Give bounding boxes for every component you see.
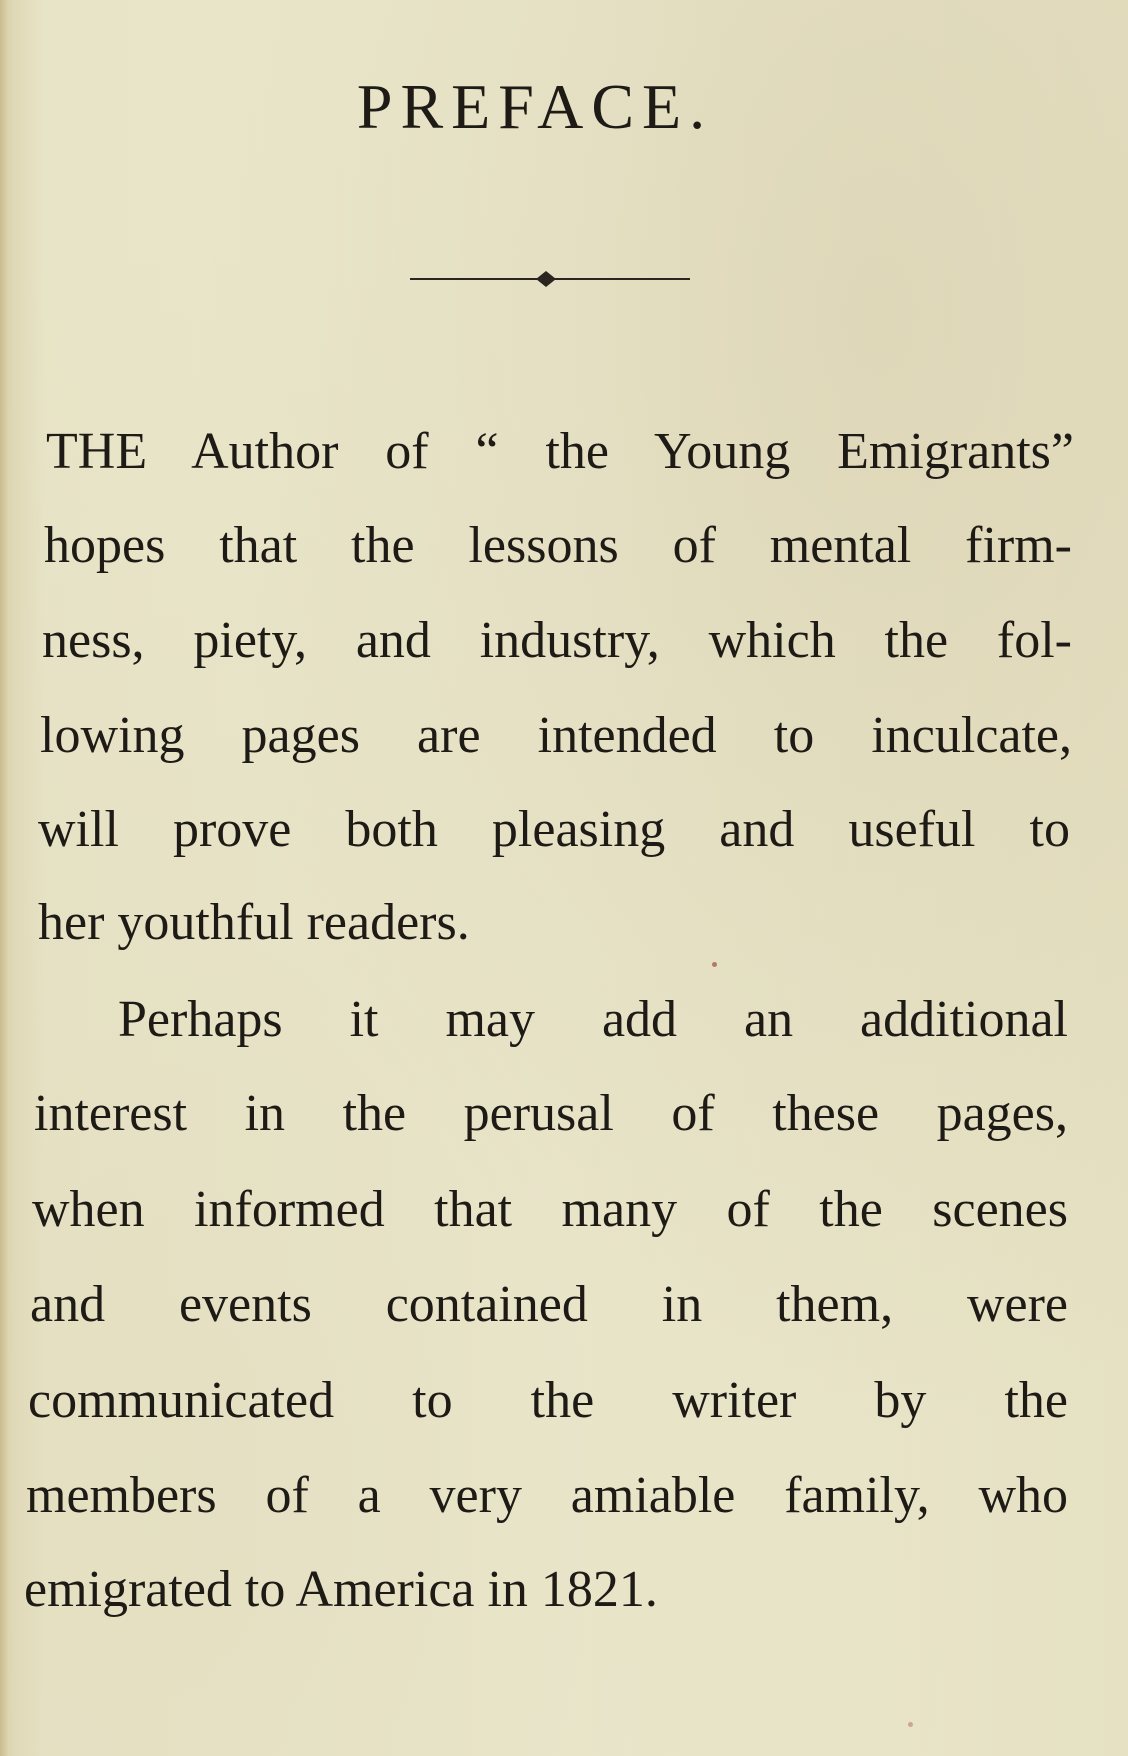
paragraph-2-line-5: communicated to the writer by the xyxy=(28,1372,1068,1429)
opening-rest: Author of “ the Young Emigrants” xyxy=(191,423,1074,480)
paragraph-2-line-7: emigrated to America in 1821. xyxy=(24,1561,658,1618)
paragraph-1-line-3: ness, piety, and industry, which the fol- xyxy=(42,612,1072,669)
divider-ornament xyxy=(410,266,690,292)
paragraph-1-line-2: hopes that the lessons of mental firm- xyxy=(44,517,1072,574)
paragraph-1-line-6: her youthful readers. xyxy=(38,894,470,951)
paragraph-2-line-1: Perhaps it may add an additional xyxy=(118,991,1068,1048)
opening-small-caps: THE xyxy=(46,423,148,480)
paragraph-2-line-2: interest in the perusal of these pages, xyxy=(34,1085,1068,1142)
paragraph-2-line-6: members of a very amiable family, who xyxy=(26,1467,1068,1524)
page-title: PREFACE. xyxy=(356,71,714,142)
paragraph-1-line-1 xyxy=(46,422,1074,482)
paragraph-2-line-3: when informed that many of the scenes xyxy=(32,1181,1068,1238)
paragraph-1-line-5: will prove both pleasing and useful to xyxy=(38,801,1070,858)
paper-speck xyxy=(712,962,717,967)
paragraph-2-line-4: and events contained in them, were xyxy=(30,1276,1068,1333)
paragraph-1-line-4: lowing pages are intended to inculcate, xyxy=(40,707,1072,764)
paper-speck xyxy=(908,1722,913,1727)
page-gutter-shadow xyxy=(0,0,14,1756)
